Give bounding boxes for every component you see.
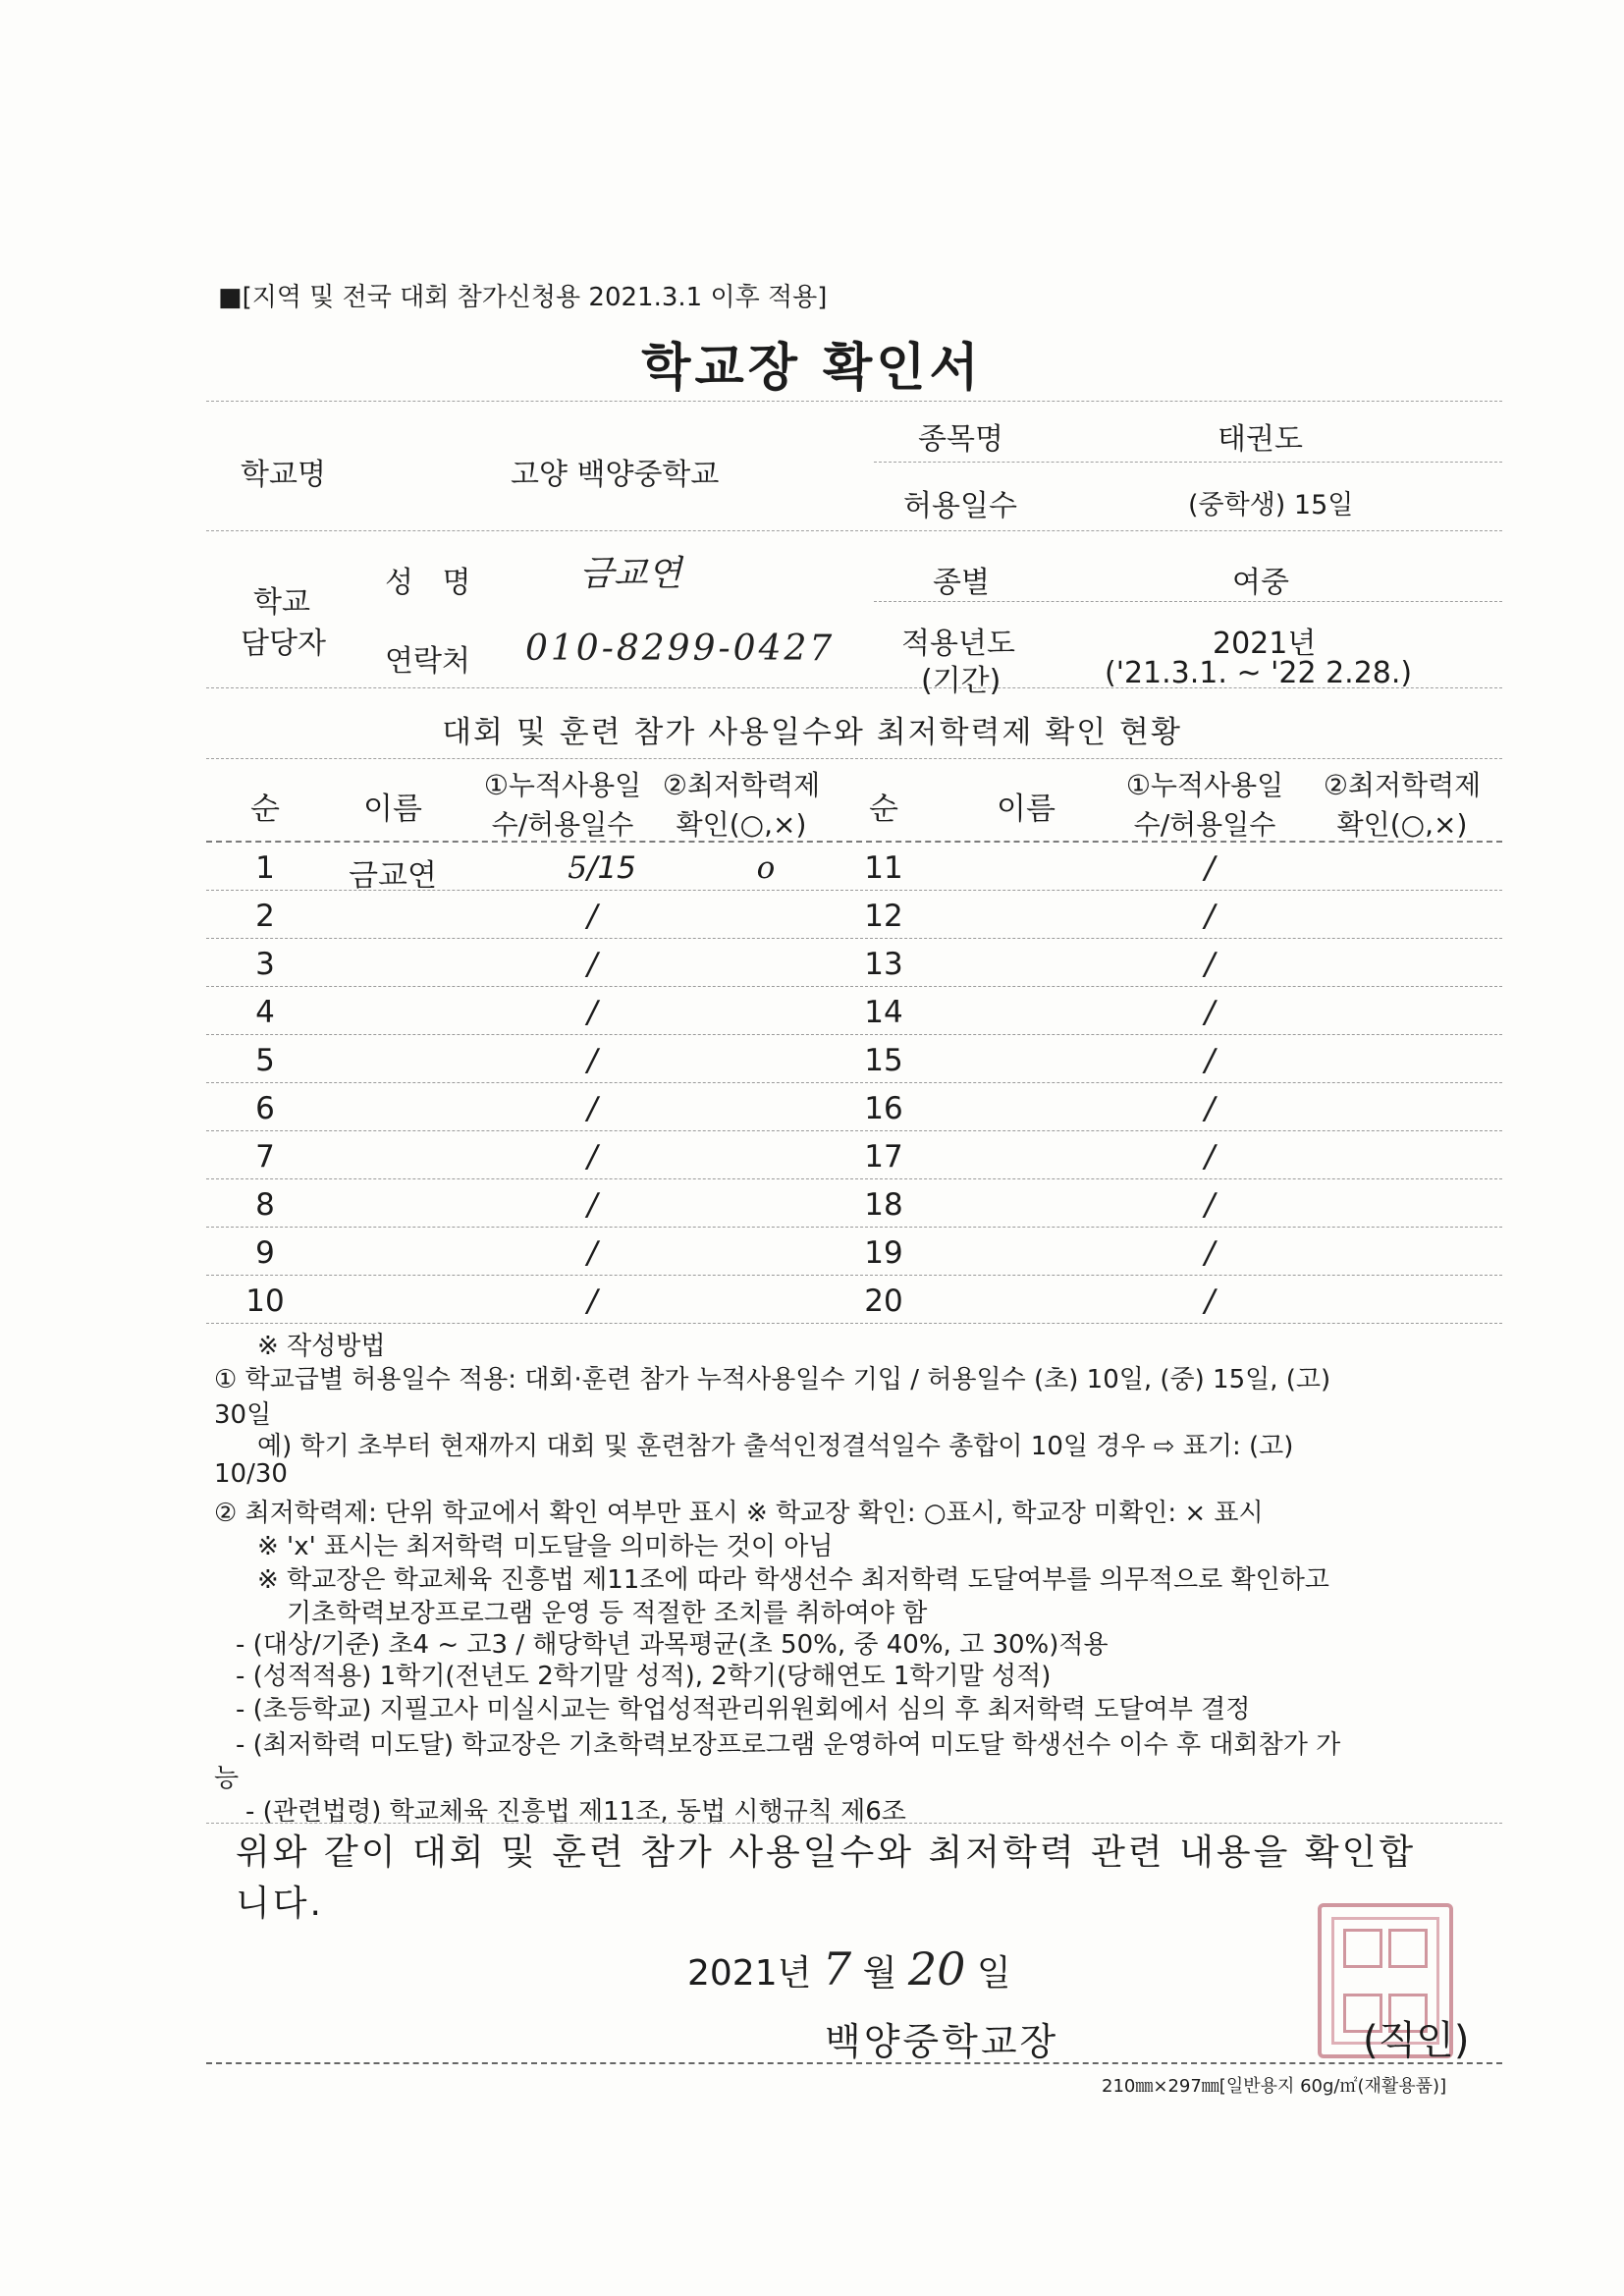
note-line: ※ 'x' 표시는 최저학력 미도달을 의미하는 것이 아님	[257, 1532, 834, 1561]
row-number: 3	[255, 947, 275, 982]
manager-label-1: 학교	[253, 585, 310, 620]
th-no-right: 순	[869, 792, 898, 827]
date-year: 2021년	[687, 1953, 812, 1994]
row-number: 18	[864, 1187, 903, 1223]
row-number: 12	[864, 899, 903, 934]
row-number: 11	[864, 850, 903, 886]
note-line: 능	[214, 1764, 240, 1793]
note-line: - (관련법령) 학교체육 진흥법 제11조, 동법 시행규칙 제6조	[245, 1797, 906, 1827]
section-title: 대회 및 훈련 참가 사용일수와 최저학력제 확인 현황	[442, 715, 1182, 750]
row-number: 8	[255, 1187, 275, 1223]
th-days-right-2: 수/허용일수	[1133, 808, 1276, 841]
year-value-2: ('21.3.1. ~ '22 2.28.)	[1105, 656, 1413, 690]
row-used-days-handwritten: 5	[568, 850, 587, 886]
th-check-right-1: ②최저학력제	[1323, 769, 1482, 801]
row-allowed-days: /	[1204, 1235, 1216, 1271]
row-allowed-days: /	[1204, 1284, 1216, 1319]
school-label: 학교명	[241, 458, 326, 492]
note-line: ※ 작성방법	[257, 1332, 386, 1361]
row-allowed-days: /	[1204, 899, 1216, 934]
row-name: 금교연	[349, 858, 437, 894]
confirm-line-1: 위와 같이 대회 및 훈련 참가 사용일수와 최저학력 관련 내용을 확인합	[236, 1832, 1417, 1873]
name-value-handwritten: 금교연	[579, 554, 682, 594]
row-number: 10	[245, 1284, 285, 1319]
date-month-handwritten: 7	[822, 1942, 852, 1995]
row-number: 20	[864, 1284, 903, 1319]
row-number: 5	[255, 1043, 275, 1078]
th-name-left: 이름	[363, 792, 422, 827]
row-number: 9	[255, 1235, 275, 1271]
row-allowed-days: /	[587, 1284, 598, 1319]
row-number: 19	[864, 1235, 903, 1271]
note-line: ① 학교급별 허용일수 적용: 대회·훈련 참가 누적사용일수 기입 / 허용일수 (초) 10일, (중) 15일, (고)	[214, 1365, 1331, 1394]
date-day-unit: 일	[976, 1953, 1011, 1994]
row-allowed-days: /	[587, 1187, 598, 1223]
row-allowed-days: /	[587, 1235, 598, 1271]
row-allowed-days: /	[1204, 1091, 1216, 1126]
row-number: 15	[864, 1043, 903, 1078]
th-days-left-1: ①누적사용일	[483, 769, 642, 801]
row-allowed-days: /	[587, 947, 598, 982]
row-allowed-days: /	[1204, 850, 1216, 886]
th-days-right-1: ①누적사용일	[1125, 769, 1284, 801]
date-month-unit: 월	[862, 1953, 897, 1994]
row-number: 6	[255, 1091, 275, 1126]
note-line: 10/30	[214, 1459, 288, 1489]
confirm-line-2: 니다.	[236, 1884, 324, 1924]
contact-value-handwritten: 010-8299-0427	[525, 629, 836, 669]
event-label: 종목명	[918, 422, 1003, 457]
row-number: 14	[864, 995, 903, 1030]
row-allowed-days: /	[587, 1091, 598, 1126]
year-label-2: (기간)	[921, 664, 1001, 698]
th-name-right: 이름	[997, 792, 1056, 827]
th-check-left-1: ②최저학력제	[662, 769, 821, 801]
category-label: 종별	[933, 566, 990, 600]
note-line: 30일	[214, 1400, 272, 1430]
row-allowed-days: /	[587, 1043, 598, 1078]
seal-label: (직인)	[1363, 2018, 1470, 2063]
row-allowed-days: /	[1204, 1187, 1216, 1223]
note-line: - (최저학력 미도달) 학교장은 기초학력보장프로그램 운영하여 미도달 학생선수 이수 후 대회참가 가	[236, 1730, 1341, 1760]
school-value: 고양 백양중학교	[511, 458, 720, 492]
note-line: 기초학력보장프로그램 운영 등 적절한 조치를 취하여야 함	[287, 1599, 928, 1628]
note-line: 예) 학기 초부터 현재까지 대회 및 훈련참가 출석인정결석일수 총합이 10일 경우 ⇨ 표기: (고)	[257, 1432, 1294, 1461]
row-number: 4	[255, 995, 275, 1030]
row-allowed-days: /	[587, 995, 598, 1030]
th-no-left: 순	[250, 792, 280, 827]
allowed-days-label: 허용일수	[903, 489, 1017, 523]
note-line: - (대상/기준) 초4 ~ 고3 / 해당학년 과목평균(초 50%, 중 40%, 고 30%)적용	[236, 1630, 1109, 1660]
note-line: ② 최저학력제: 단위 학교에서 확인 여부만 표시 ※ 학교장 확인: ○표시, 학교장 미확인: × 표시	[214, 1499, 1264, 1528]
row-allowed-days: /	[1204, 995, 1216, 1030]
note-line: ※ 학교장은 학교체육 진흥법 제11조에 따라 학생선수 최저학력 도달여부를 의무적으로 확인하고	[257, 1565, 1329, 1595]
row-number: 7	[255, 1139, 275, 1175]
row-number: 17	[864, 1139, 903, 1175]
manager-label-2: 담당자	[241, 627, 326, 661]
date-day-handwritten: 20	[907, 1942, 966, 1995]
row-allowed-days: /	[1204, 1139, 1216, 1175]
paper-spec: 210㎜×297㎜[일반용지 60g/㎡(재활용품)]	[1102, 2076, 1447, 2097]
row-number: 2	[255, 899, 275, 934]
year-label-1: 적용년도	[901, 627, 1015, 661]
th-check-right-2: 확인(○,×)	[1336, 808, 1468, 841]
name-label: 성 명	[385, 566, 481, 600]
allowed-days-value: (중학생) 15일	[1188, 490, 1354, 520]
row-allowed-days: /	[587, 899, 598, 934]
th-days-left-2: 수/허용일수	[491, 808, 634, 841]
note-line: - (성적적용) 1학기(전년도 2학기말 성적), 2학기(당해연도 1학기말 성적)	[236, 1662, 1052, 1691]
row-allowed-days: /	[587, 1139, 598, 1175]
row-allowed-days: /	[1204, 947, 1216, 982]
row-number: 13	[864, 947, 903, 982]
row-allowed-days: /	[1204, 1043, 1216, 1078]
contact-label: 연락처	[385, 644, 470, 679]
event-value: 태권도	[1218, 422, 1303, 457]
note-line: - (초등학교) 지필고사 미실시교는 학업성적관리위원회에서 심의 후 최저학력 도달여부 결정	[236, 1695, 1251, 1724]
row-number: 16	[864, 1091, 903, 1126]
confirm-date	[687, 1942, 1011, 1995]
th-check-left-2: 확인(○,×)	[676, 808, 807, 841]
principal-name: 백양중학교장	[825, 2020, 1059, 2063]
row-check-handwritten: o	[756, 850, 776, 886]
year-value-1: 2021년	[1213, 627, 1317, 661]
row-allowed-days: /15	[587, 850, 636, 886]
header-note: ■[지역 및 전국 대회 참가신청용 2021.3.1 이후 적용]	[218, 283, 828, 312]
row-number: 1	[255, 850, 275, 886]
page-title: 학교장 확인서	[641, 339, 983, 398]
category-value: 여중	[1232, 566, 1289, 600]
